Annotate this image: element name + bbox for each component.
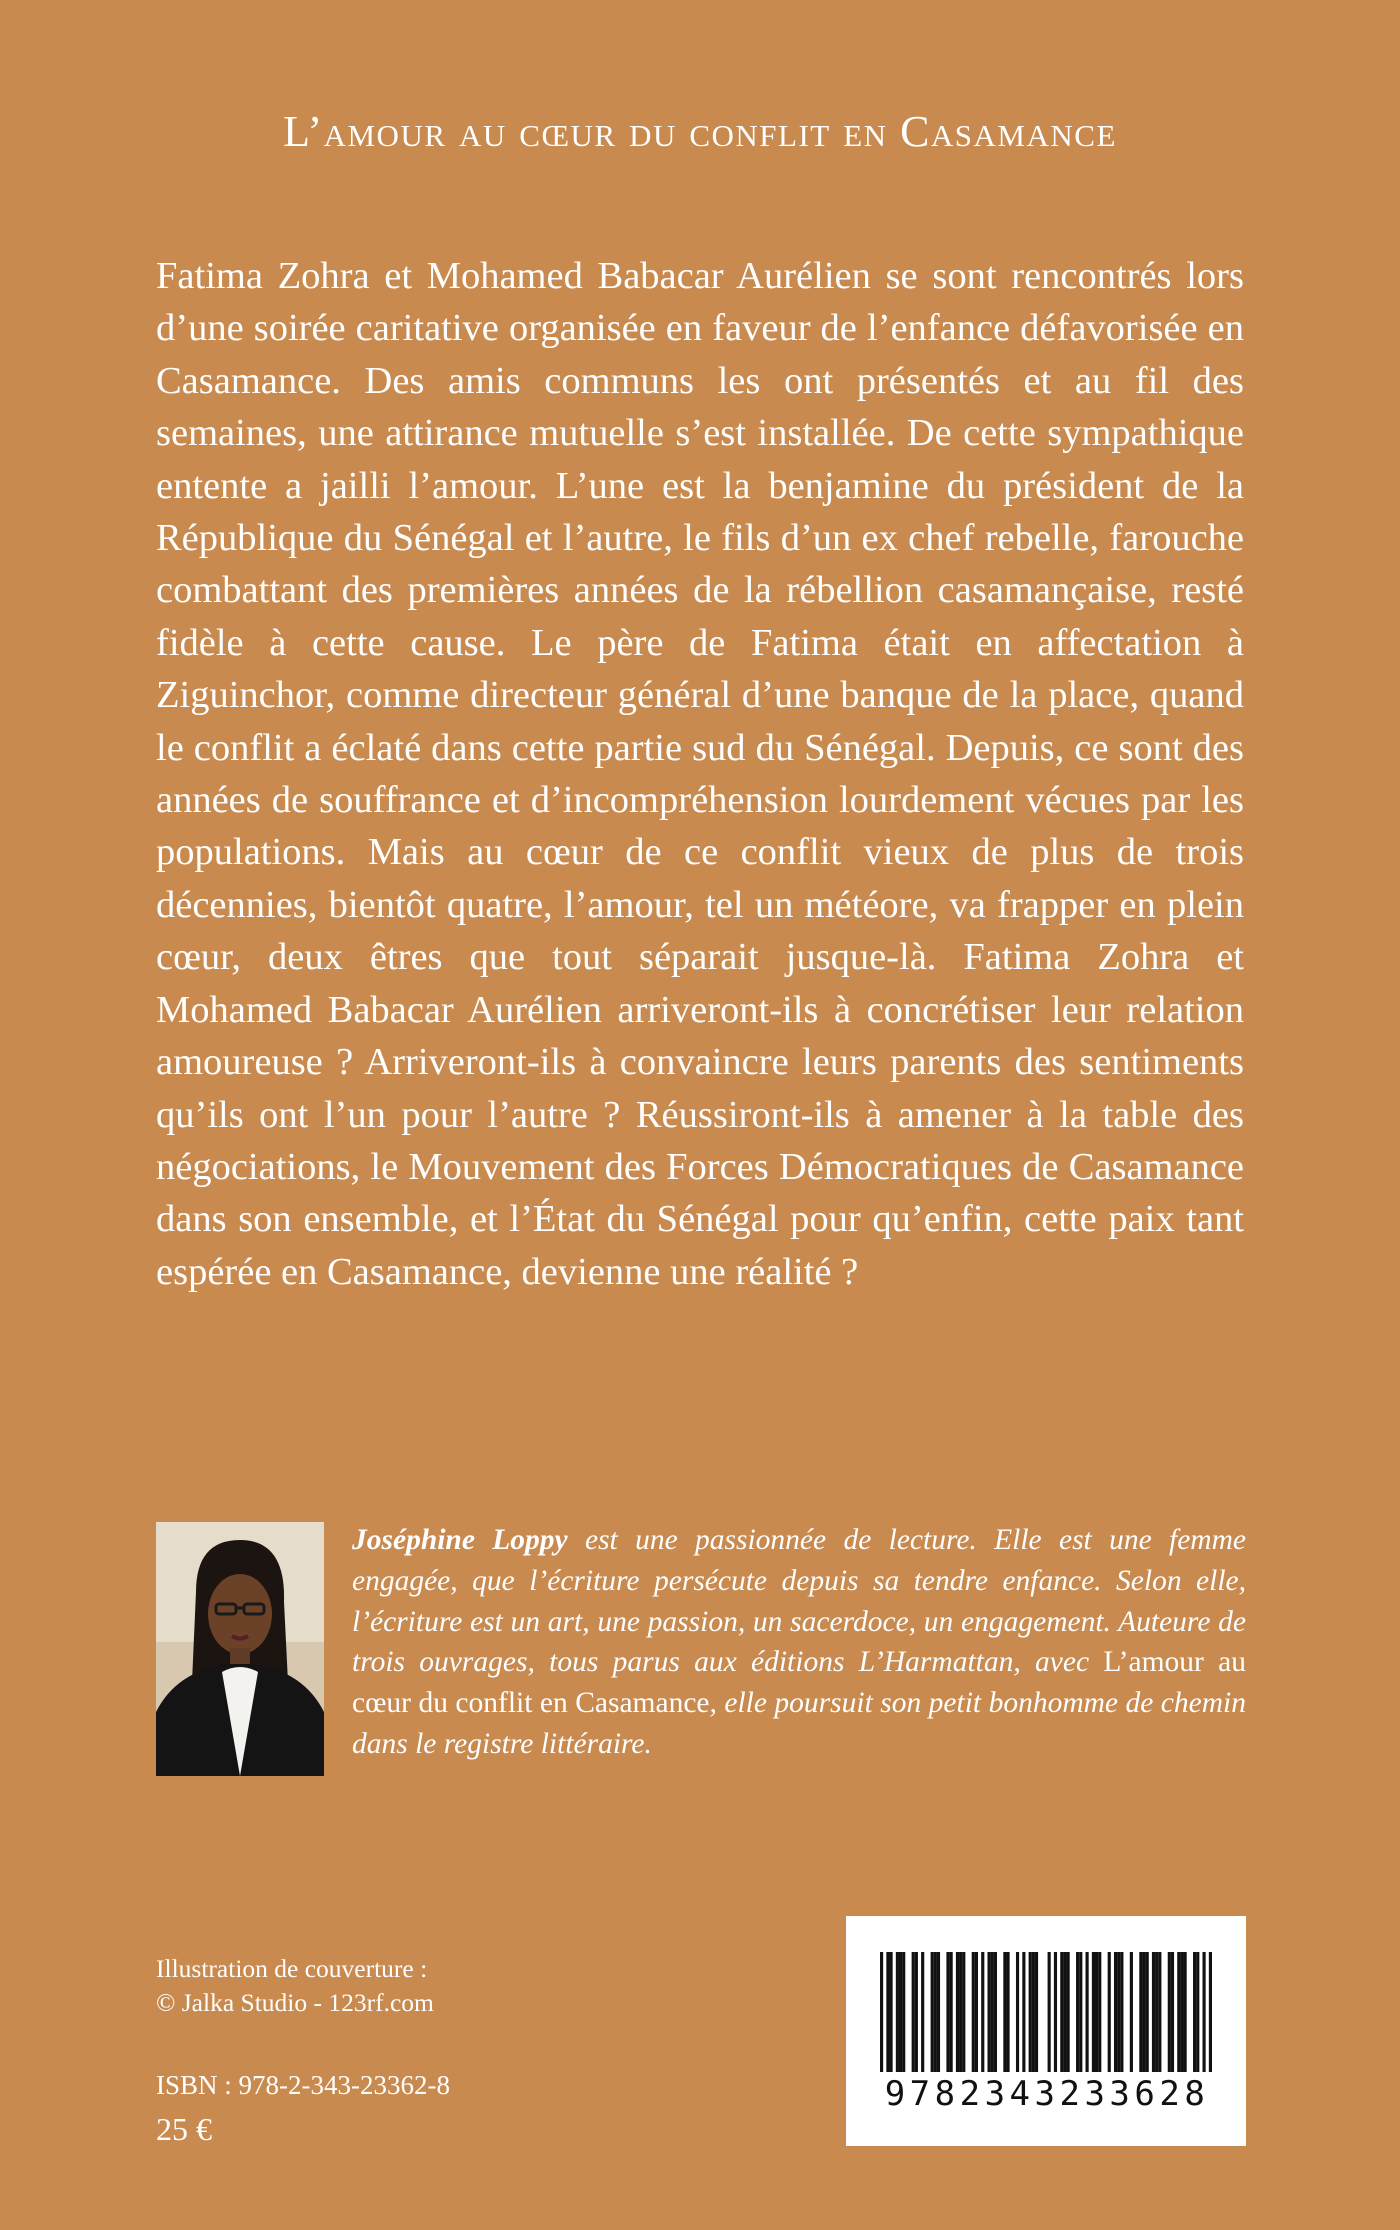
price-label: 25 € <box>156 2111 212 2147</box>
barcode-bar <box>1003 1952 1006 2072</box>
barcode-bar <box>1092 1952 1095 2072</box>
barcode-bar <box>975 1952 978 2072</box>
barcode-bar <box>1168 1952 1171 2072</box>
barcode-bar <box>886 1952 889 2072</box>
barcode-bar <box>1022 1952 1025 2072</box>
barcode-bar <box>1063 1952 1066 2072</box>
barcode-bar <box>1120 1952 1123 2072</box>
barcode-bar <box>1032 1952 1035 2072</box>
barcode-bar <box>902 1952 905 2072</box>
barcode-bar <box>946 1952 949 2072</box>
credits-label: Illustration de couverture : <box>156 1954 428 1983</box>
barcode-bar <box>972 1952 975 2072</box>
barcode-bar <box>1146 1952 1149 2072</box>
barcode-bar <box>1184 1952 1187 2072</box>
barcode-bar <box>962 1952 965 2072</box>
barcode-bar <box>934 1952 937 2072</box>
barcode-digits: 9782343233628 <box>884 2074 1210 2114</box>
synopsis-paragraph: Fatima Zohra et Mohamed Babacar Aurélien se sont rencontrés lors d’une soirée caritative organisée en faveur de l’enfance défavorisée en Casamance. Des amis communs les ont présentés et au fil des semaines, une attirance mutuelle s’est installée. De cette sympathique entente a jailli l’amour. L’une est la benjamine du président de la République du Sénégal et l’autre, le fils d’un ex chef rebelle, farouche combattant des premières années de la rébellion casamançaise, resté fidèle à cette cause. Le père de Fatima était en affectation à Ziguinchor, comme directeur général d’une banque de la place, quand le conflit a éclaté dans cette partie sud du Sénégal. Depuis, ce sont des années de souffrance et d’incompréhension lourdement vécues par les populations. Mais au cœur de ce conflit vieux de plus de trois décennies, bientôt quatre, l’amour, tel un météore, va frapper en plein cœur, deux êtres que tout séparait jusque-là. Fatima Zohra et Mohamed Babacar Aurélien arriveront-ils à concrétiser leur relation amoureuse ? Arriveront-ils à convaincre leurs parents des sentiments qu’ils ont l’un pour l’autre ? Réussiront-ils à amener à la table des négociations, le Mouvement des Forces Démocratiques de Casamance dans son ensemble, et l’État du Sénégal pour qu’enfin, cette paix tant espérée en Casamance, devienne une réalité ? <box>156 255 1244 1293</box>
barcode-bar <box>880 1952 883 2072</box>
barcode-bar <box>1086 1952 1089 2072</box>
barcode-bar <box>994 1952 997 2072</box>
barcode-bar <box>931 1952 934 2072</box>
barcode-bar <box>1114 1952 1117 2072</box>
barcode-bar <box>1035 1952 1038 2072</box>
author-bio-text-start: est une passionnée de lecture. Elle est une femme engagée, que l’écriture persécute depuis sa tendre enfance. Selon elle, l’écriture est un art, une passion, un sacerdoce, un engagement. Auteure de trois ouvrages, tous parus aux éditions L’Harmattan, avec <box>352 1524 1247 1679</box>
barcode-bar <box>981 1952 984 2072</box>
author-photo <box>156 1522 324 1776</box>
barcode-bar <box>896 1952 899 2072</box>
barcode-bar <box>889 1952 892 2072</box>
barcode-bar <box>950 1952 953 2072</box>
barcode-bar <box>1193 1952 1196 2072</box>
author-biography <box>352 1520 1246 1765</box>
barcode-bar <box>1067 1952 1070 2072</box>
barcode-bar <box>1196 1952 1199 2072</box>
author-portrait-image <box>156 1522 324 1776</box>
barcode-bar <box>956 1952 959 2072</box>
barcode-bar <box>1095 1952 1098 2072</box>
barcode-bar <box>1029 1952 1032 2072</box>
cover-title: L’amour au cœur du conflit en Casamance <box>283 107 1117 156</box>
illustration-credits <box>156 1952 434 2020</box>
isbn-number: ISBN : 978-2-343-23362-8 <box>156 2070 450 2100</box>
barcode-bar <box>1117 1952 1120 2072</box>
barcode-bar <box>1155 1952 1158 2072</box>
barcode-bar <box>912 1952 915 2072</box>
barcode-bar <box>1054 1952 1057 2072</box>
barcode-bar <box>1076 1952 1079 2072</box>
barcode-bar <box>959 1952 962 2072</box>
barcode-bar <box>1139 1952 1142 2072</box>
credits-source: © Jalka Studio - 123rf.com <box>156 1988 434 2017</box>
barcode-bar <box>1177 1952 1180 2072</box>
barcode-bar <box>1079 1952 1082 2072</box>
barcode-panel <box>846 1916 1246 2146</box>
barcode-bar <box>991 1952 994 2072</box>
barcode-bar <box>988 1952 991 2072</box>
barcode-bar <box>1130 1952 1133 2072</box>
barcode-bar <box>1048 1952 1051 2072</box>
book-title-reference: L’amour au cœur du conflit en Casamance <box>352 1646 1247 1720</box>
barcode-bar <box>937 1952 940 2072</box>
barcode-bar <box>1006 1952 1009 2072</box>
barcode-bar <box>1171 1952 1174 2072</box>
barcode-bar <box>1142 1952 1145 2072</box>
barcode-bar <box>899 1952 902 2072</box>
barcode-bar <box>1158 1952 1161 2072</box>
barcode-bar <box>1016 1952 1019 2072</box>
barcode-bar <box>1060 1952 1063 2072</box>
barcode-bar <box>1209 1952 1212 2072</box>
barcode-bar <box>1098 1952 1101 2072</box>
barcode-bars <box>880 1952 1212 2072</box>
barcode-bar <box>1180 1952 1183 2072</box>
barcode-bar <box>1108 1952 1111 2072</box>
author-name: Joséphine Loppy <box>352 1524 568 1556</box>
barcode-bar <box>1203 1952 1206 2072</box>
barcode-bar <box>1152 1952 1155 2072</box>
author-bio-text-end: , elle poursuit son petit bonhomme de chemin dans le registre littéraire. <box>352 1687 1246 1760</box>
barcode-bar <box>915 1952 918 2072</box>
barcode-bar <box>921 1952 924 2072</box>
